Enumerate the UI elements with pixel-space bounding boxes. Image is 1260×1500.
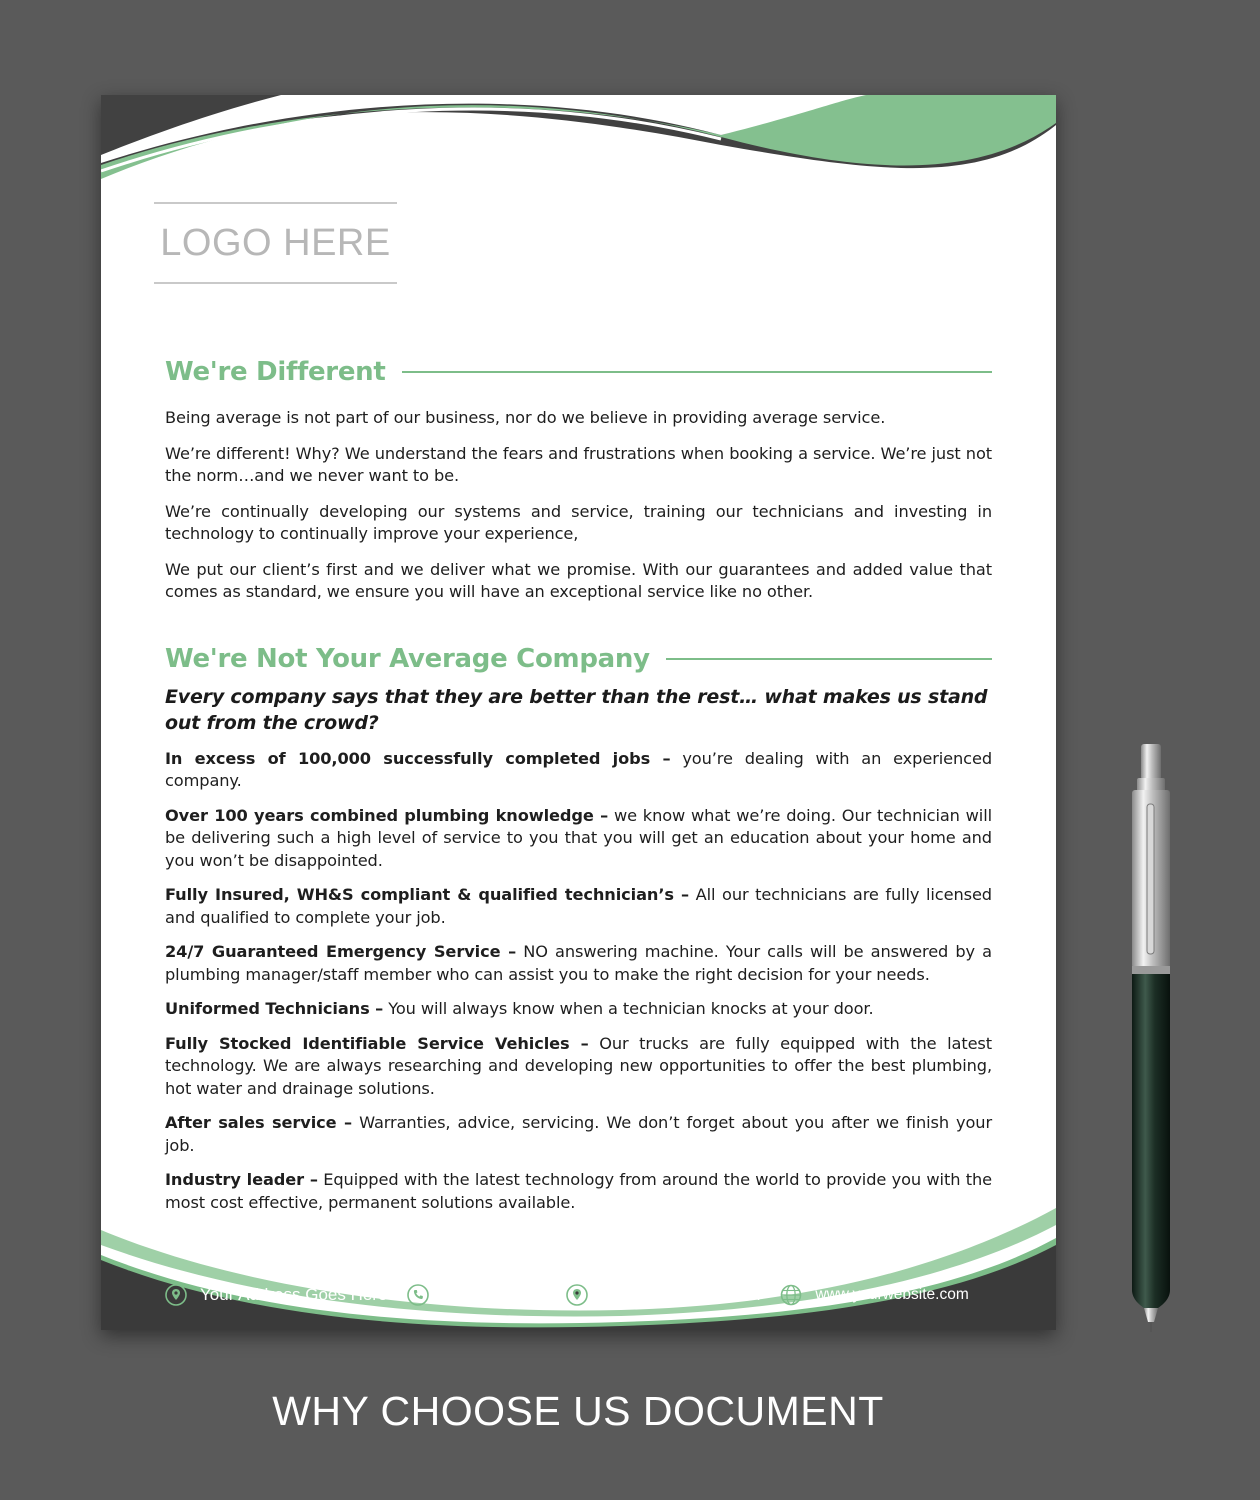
point-title: Uniformed Technicians – (165, 999, 384, 1018)
caption-title: WHY CHOOSE US DOCUMENT (272, 1388, 884, 1434)
point-text: You will always know when a technician knocks at your door. (383, 999, 874, 1018)
point-title: Over 100 years combined plumbing knowledge – (165, 805, 609, 825)
point-title: Industry leader – (165, 1170, 318, 1189)
footer-address (165, 1284, 387, 1306)
point-text: Warranties, advice, servicing. We don’t forget about you after we finish your job. (165, 1113, 993, 1155)
list-item (165, 748, 992, 793)
location-pin-icon (165, 1284, 187, 1306)
section-heading-row (165, 357, 992, 387)
point-text: NO answering machine. Your calls will be answered by a plumbing manager/staff member who can assist you to make the right decision for your needs. (165, 942, 992, 984)
heading-rule (666, 658, 992, 660)
list-item (165, 1033, 992, 1101)
globe-icon (780, 1284, 802, 1306)
paragraph: We put our client’s first and we deliver what we promise. With our guarantees and added value that comes as standard, we ensure you will have an exceptional service like no other. (165, 559, 992, 601)
point-text: Our trucks are fully equipped with the latest technology. We are always researching and developing new opportunities to offer the best plumbing, hot water and drainage solutions. (165, 1033, 993, 1098)
point-text: you’re dealing with an experienced company. (165, 748, 992, 790)
top-wave-decoration (101, 95, 1056, 185)
email-text: info@yourmailid.com (601, 1285, 761, 1304)
phone-icon (407, 1284, 429, 1306)
website-text: www.yourwebsite.com (815, 1286, 969, 1303)
address-text: Your Address Goes Here (200, 1285, 388, 1304)
section-heading: We're Not Your Average Company (165, 643, 650, 674)
footer-website (780, 1284, 968, 1306)
point-text: we know what we’re doing. Our technician will be delivering such a high level of service to you that you will get an education about your home and you won’t be disappointed. (165, 805, 992, 870)
list-item (165, 998, 992, 1021)
pen-illustration (1128, 742, 1174, 1334)
point-title: 24/7 Guaranteed Emergency Service – (165, 942, 517, 961)
heading-rule (402, 371, 993, 373)
paragraph: We’re different! Why? We understand the fears and frustrations when booking a service. We’re just not the norm…and we never want to be. (165, 443, 992, 485)
point-title: Fully Stocked Identifiable Service Vehicles – (165, 1033, 589, 1053)
point-text: Equipped with the latest technology from around the world to provide you with the most cost effective, permanent solutions available. (165, 1170, 992, 1212)
point-title: After sales service – (165, 1113, 353, 1132)
point-text: All our technicians are fully licensed and qualified to complete your job. (165, 885, 992, 927)
document-body (165, 357, 992, 1214)
list-item (165, 884, 992, 929)
point-title: Fully Insured, WH&S compliant & qualified technician’s – (165, 885, 690, 904)
section-heading: We're Different (165, 357, 386, 387)
paragraph: Being average is not part of our business, nor do we believe in providing average service. (165, 408, 886, 427)
list-item (165, 805, 992, 873)
location-pin-icon (566, 1284, 588, 1306)
point-title: In excess of 100,000 successfully completed jobs – (165, 748, 671, 768)
contact-footer (101, 1260, 1056, 1330)
footer-email (566, 1284, 760, 1306)
letterhead-document (101, 95, 1056, 1330)
footer-phone (407, 1284, 546, 1306)
section-heading-row (165, 644, 992, 674)
section-subheading: Every company says that they are better than the rest… what makes us stand out from the crowd? (165, 685, 988, 734)
list-item (165, 941, 992, 986)
logo-text: LOGO HERE (160, 221, 391, 264)
paragraph: We’re continually developing our systems and service, training our technicians and investing in technology to continually improve your experience, (165, 501, 992, 543)
logo-placeholder (154, 202, 397, 284)
phone-text: 0123 456 789 (442, 1285, 547, 1304)
